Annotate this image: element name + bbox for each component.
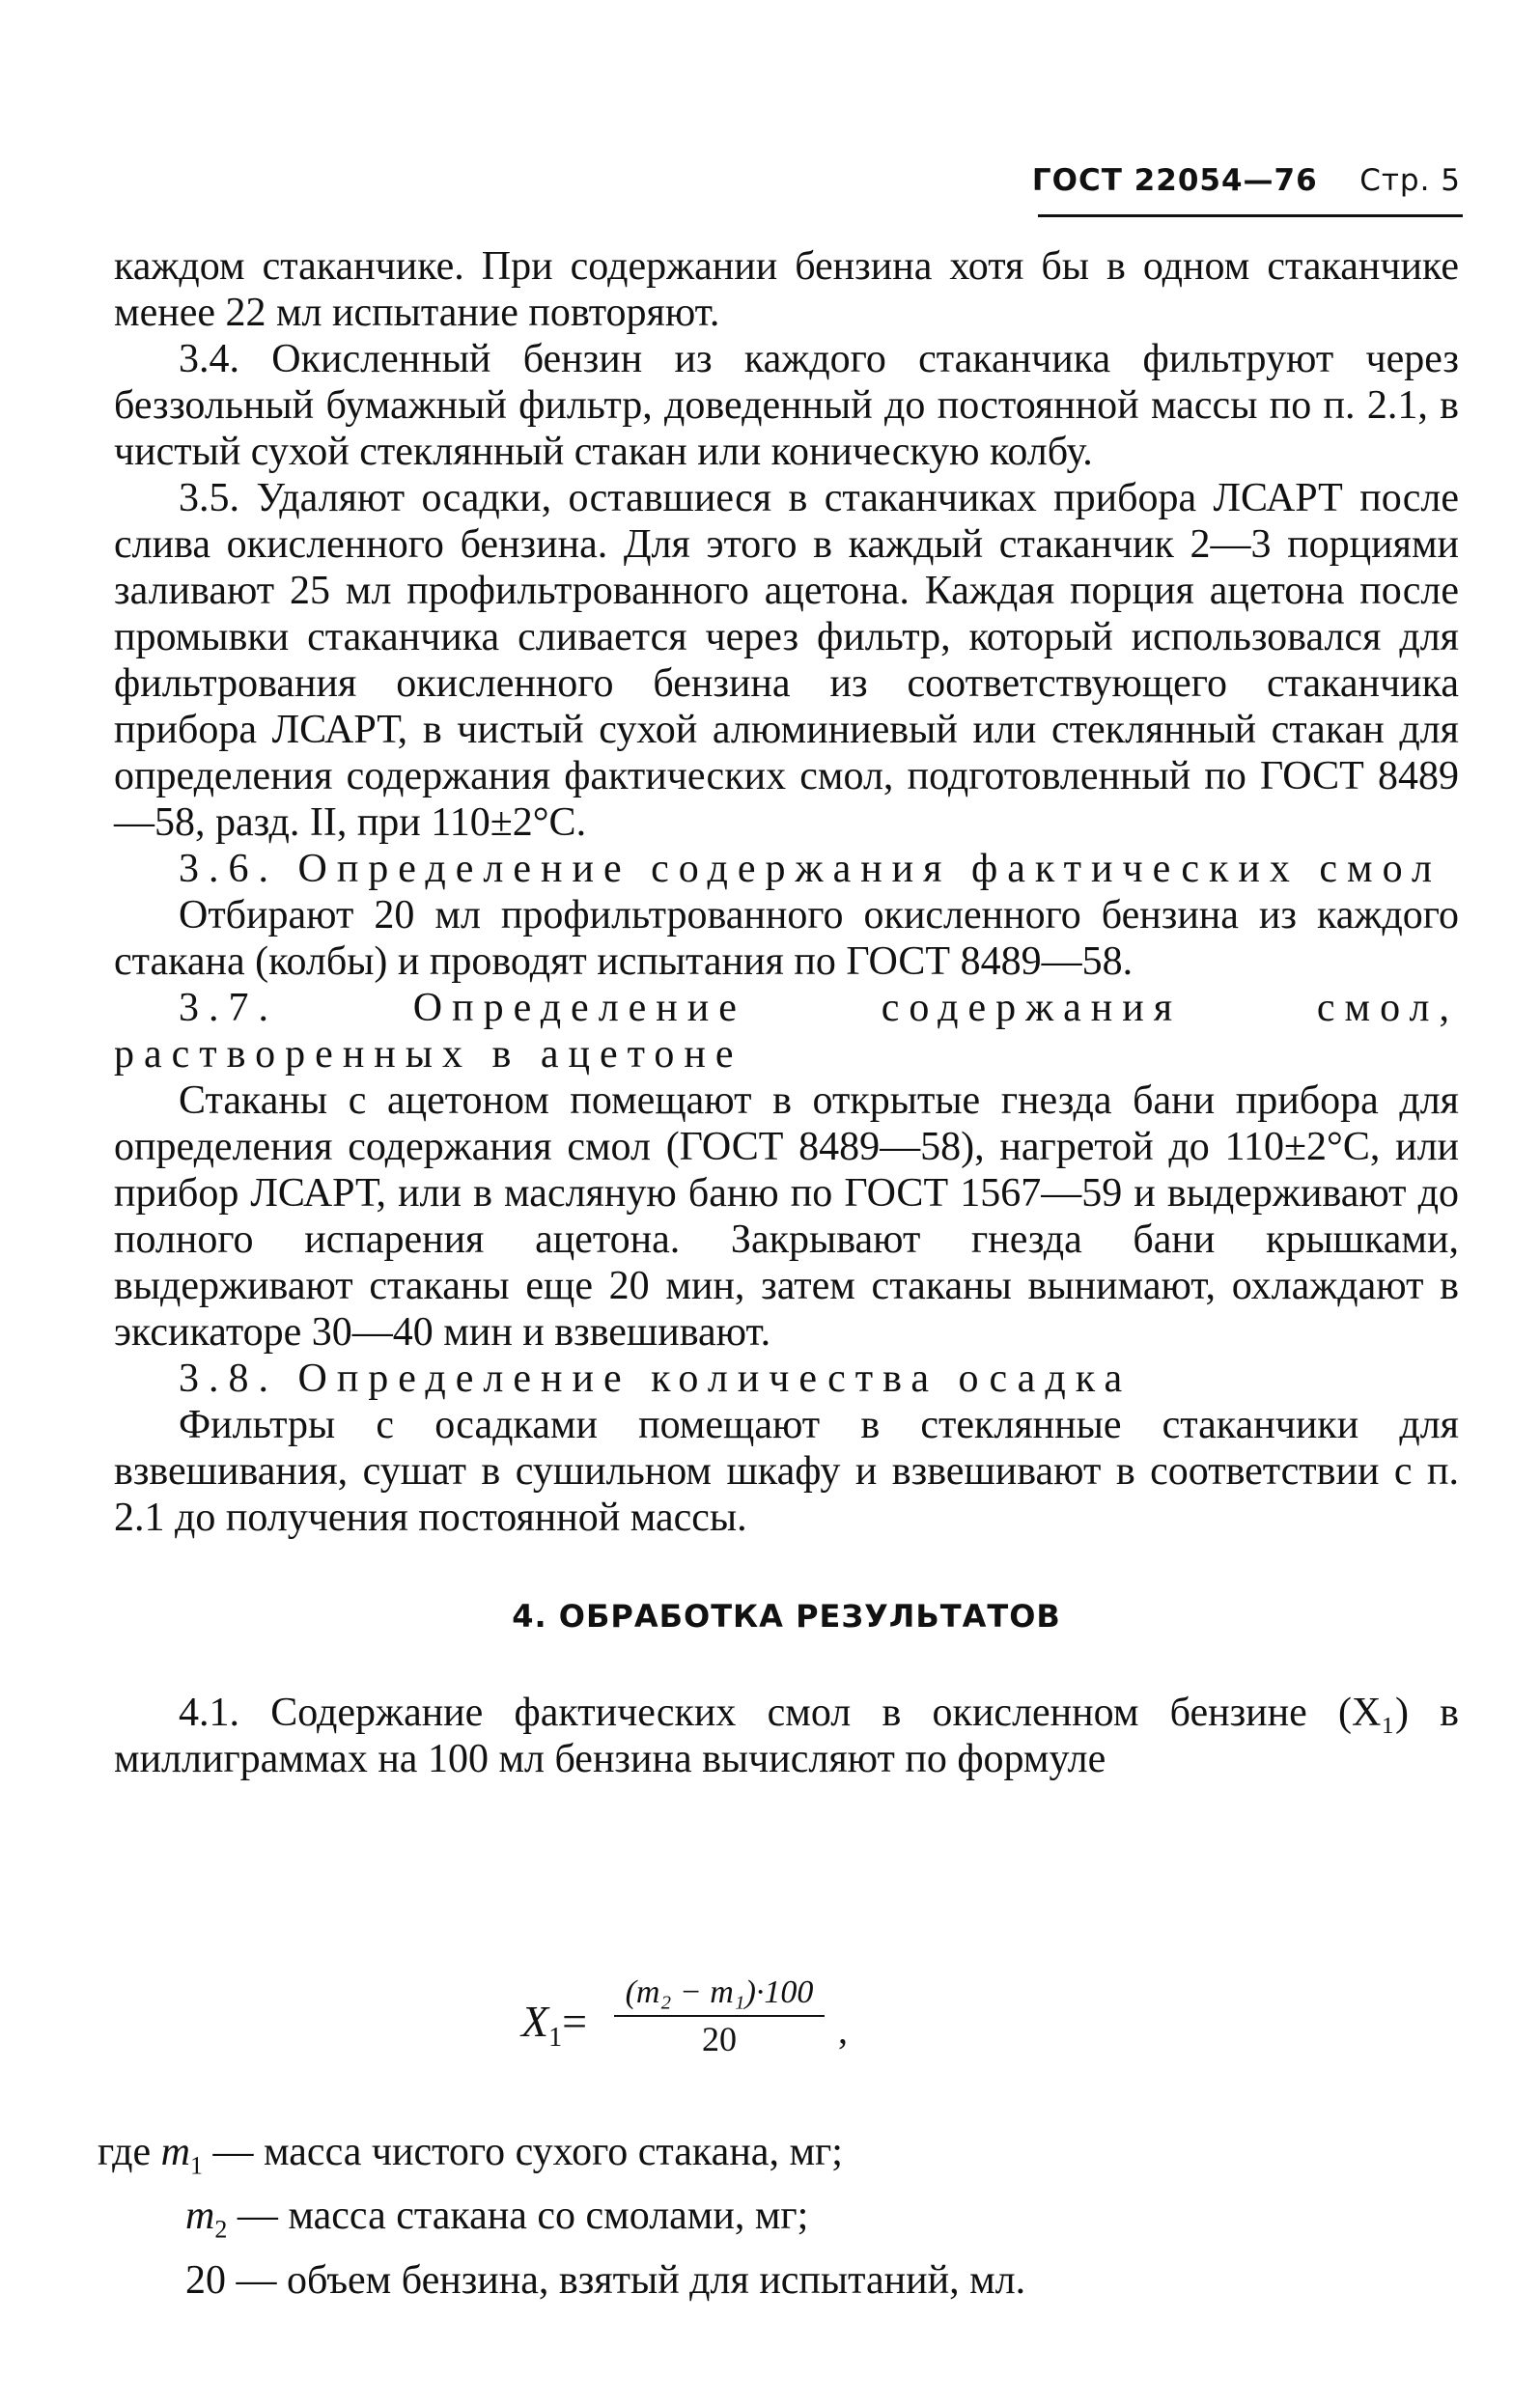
legend-row bbox=[98, 2127, 1025, 2191]
legend-symbol: $m_1$ bbox=[160, 2130, 203, 2180]
heading-3-8: 3.8. Определение количества осадка bbox=[179, 1357, 1133, 1401]
legend-text: — объем бензина, взятый для испытаний, мл. bbox=[226, 2257, 1026, 2303]
paragraph-3-4: 3.4. Окисленный бензин из каждого стаканчика фильтруют через беззольный бумажный фильтр, доведенный до постоянной массы по п. 2.1, в чистый сухой стеклянный стакан или коническую колбу. bbox=[114, 337, 1459, 474]
formula-lhs bbox=[521, 1996, 587, 2054]
paragraph-3-8: Фильтры с осадками помещают в стеклянные стаканчики для взвешивания, сушат в сушильном шкафу и взвешивают в соответствии с п. 2.1 до получения постоянной массы. bbox=[114, 1403, 1459, 1540]
header-rule bbox=[1038, 214, 1463, 217]
legend-symbol: $m_2$ bbox=[185, 2194, 228, 2244]
paragraph-continuation: каждом стаканчике. При содержании бензина хотя бы в одном стаканчике менее 22 мл испытание повторяют. bbox=[114, 244, 1459, 335]
formula-comma: , bbox=[838, 2008, 848, 2052]
formula-numerator: (m₂ − m₁)·100 bbox=[614, 1974, 825, 2017]
legend-row bbox=[98, 2191, 1025, 2254]
section-4-title: 4. ОБРАБОТКА РЕЗУЛЬТАТОВ bbox=[512, 1598, 1061, 1635]
formula-denominator: 20 bbox=[702, 2020, 737, 2058]
paragraph-3-7: Стаканы с ацетоном помещают в открытые гнезда бани прибора для определения содержания смол (ГОСТ 8489—58), нагретой до 110±2°С, или прибор ЛСАРТ, или в масляную баню по ГОСТ 1567—59 и выдерживают до полного испарения ацетона. Закрывают гнезда бани крышками, выдерживают стаканы еще 20 мин, затем стаканы вынимают, охлаждают в эксикаторе 30—40 мин и взвешивают. bbox=[114, 1078, 1459, 1355]
document-body bbox=[114, 243, 1459, 1782]
legend-text: — масса стакана со смолами, мг; bbox=[227, 2194, 809, 2239]
standard-number: ГОСТ 22054—76 bbox=[1031, 163, 1318, 198]
legend-symbol: 20 bbox=[185, 2257, 226, 2303]
heading-3-7: 3.7. Определение содержания смол, растворенных в ацетоне bbox=[114, 986, 1459, 1077]
heading-3-6: 3.6. Определение содержания фактических смол bbox=[179, 847, 1442, 891]
paragraph-4-1: 4.1. Содержание фактических смол в окисленном бензине (X₁) в миллиграммах на 100 мл бензина вычисляют по формуле bbox=[114, 1691, 1459, 1781]
formula-lhs-symbol: X bbox=[521, 1997, 549, 2046]
paragraph-3-5: 3.5. Удаляют осадки, оставшиеся в стаканчиках прибора ЛСАРТ после слива окисленного бензина. Для этого в каждый стаканчик 2—3 порциями заливают 25 мл профильтрованного ацетона. Каждая порция ацетона после промывки стаканчика сливается через фильтр, который использовался для фильтрования окисленного бензина из соответствующего стаканчика прибора ЛСАРТ, в чистый сухой алюминиевый или стеклянный стакан для определения содержания фактических смол, подготовленный по ГОСТ 8489—58, разд. II, при 110±2°С. bbox=[114, 476, 1459, 845]
formula-equals: = bbox=[562, 1997, 588, 2046]
page-number: Стр. 5 bbox=[1359, 163, 1461, 198]
legend-row bbox=[98, 2255, 1025, 2306]
paragraph-3-6: Отбирают 20 мл профильтрованного окисленного бензина из каждого стакана (колбы) и проводят испытания по ГОСТ 8489—58. bbox=[114, 893, 1459, 984]
formula-fraction bbox=[614, 1974, 825, 2059]
legend-where: где bbox=[98, 2130, 152, 2174]
formula-lhs-subscript: 1 bbox=[548, 2023, 563, 2054]
formula bbox=[521, 1974, 908, 2061]
legend-text: — масса чистого сухого стакана, мг; bbox=[203, 2130, 843, 2174]
formula-legend bbox=[98, 2127, 1025, 2306]
page-header bbox=[1032, 162, 1461, 199]
